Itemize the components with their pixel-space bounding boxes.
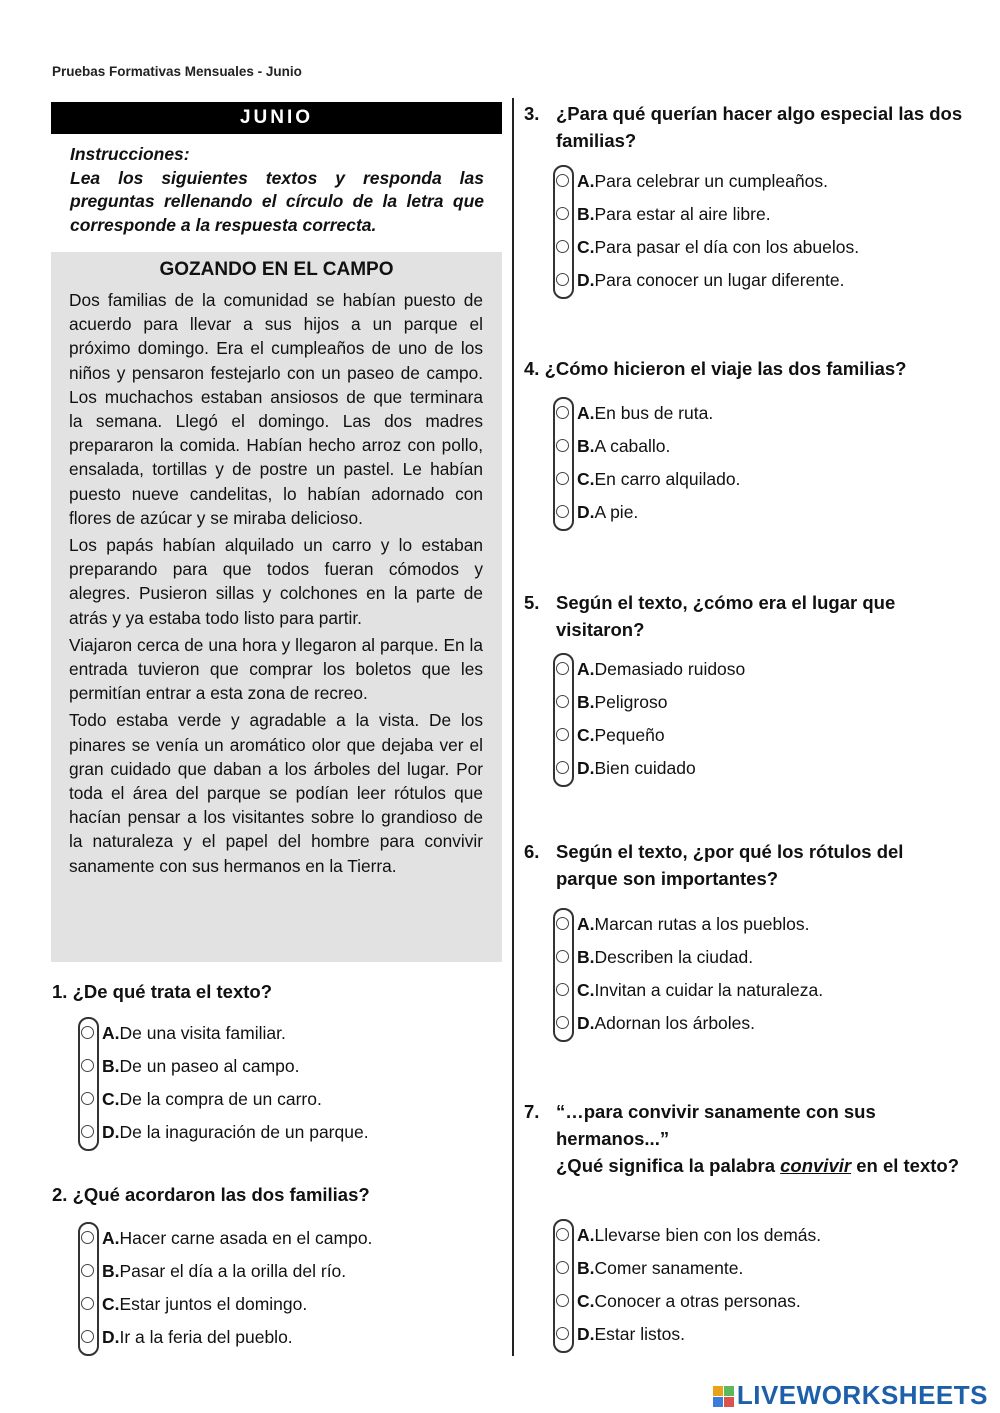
- radio-circle-icon[interactable]: [556, 472, 569, 485]
- question-text: 6. Según el texto, ¿por qué los rótulos del parque son importantes?: [524, 841, 904, 889]
- option-b[interactable]: B.Peligroso: [553, 686, 973, 719]
- question-3-options: [553, 165, 973, 297]
- radio-circle-icon[interactable]: [556, 695, 569, 708]
- radio-circle-icon[interactable]: [556, 728, 569, 741]
- question-2: [52, 1181, 502, 1208]
- option-c[interactable]: C.Para pasar el día con los abuelos.: [553, 231, 973, 264]
- question-7-options: [553, 1219, 973, 1351]
- keyword: convivir: [780, 1155, 852, 1176]
- option-c[interactable]: C.Conocer a otras personas.: [553, 1285, 973, 1318]
- option-c[interactable]: C.Pequeño: [553, 719, 973, 752]
- story-paragraph: Viajaron cerca de una hora y llegaron al parque. En la entrada tuvieron que comprar los boletos que les permitían entrar a esta zona de recreo.: [69, 634, 483, 704]
- option-c[interactable]: C.Estar juntos el domingo.: [78, 1288, 498, 1321]
- question-text: 5. Según el texto, ¿cómo era el lugar que visitaron?: [524, 592, 896, 640]
- question-7: [524, 1098, 974, 1179]
- radio-circle-icon[interactable]: [81, 1231, 94, 1244]
- radio-circle-icon[interactable]: [81, 1264, 94, 1277]
- question-1: [52, 978, 502, 1005]
- radio-circle-icon[interactable]: [556, 207, 569, 220]
- radio-circle-icon[interactable]: [556, 406, 569, 419]
- option-d[interactable]: D.Adornan los árboles.: [553, 1007, 973, 1040]
- radio-circle-icon[interactable]: [81, 1026, 94, 1039]
- question-text: 4. ¿Cómo hicieron el viaje las dos familias?: [524, 358, 907, 379]
- option-a[interactable]: A.Para celebrar un cumpleaños.: [553, 165, 973, 198]
- radio-circle-icon[interactable]: [81, 1092, 94, 1105]
- option-a[interactable]: A.Demasiado ruidoso: [553, 653, 973, 686]
- option-d[interactable]: D.Estar listos.: [553, 1318, 973, 1351]
- radio-circle-icon[interactable]: [556, 1294, 569, 1307]
- option-a[interactable]: A.Marcan rutas a los pueblos.: [553, 908, 973, 941]
- option-d[interactable]: D.Bien cuidado: [553, 752, 973, 785]
- radio-circle-icon[interactable]: [556, 950, 569, 963]
- question-6: [524, 838, 974, 892]
- radio-circle-icon[interactable]: [556, 761, 569, 774]
- radio-circle-icon[interactable]: [81, 1059, 94, 1072]
- option-a[interactable]: A.En bus de ruta.: [553, 397, 973, 430]
- option-b[interactable]: B.Comer sanamente.: [553, 1252, 973, 1285]
- question-5: [524, 589, 974, 643]
- question-text: 2. ¿Qué acordaron las dos familias?: [52, 1184, 370, 1205]
- column-divider: [512, 98, 514, 1356]
- option-b[interactable]: B.Describen la ciudad.: [553, 941, 973, 974]
- question-4-options: [553, 397, 973, 529]
- option-d[interactable]: D.De la inaguración de un parque.: [78, 1116, 498, 1149]
- question-1-options: [78, 1017, 498, 1149]
- story-paragraph: Los papás habían alquilado un carro y lo estaban preparando para que todos fueran cómodos y alegres. Pusieron sillas y colchones en la parte de atrás y ya estaba todo listo para partir.: [69, 535, 483, 628]
- option-b[interactable]: B.De un paseo al campo.: [78, 1050, 498, 1083]
- question-text: 1. ¿De qué trata el texto?: [52, 981, 273, 1002]
- option-b[interactable]: B.Para estar al aire libre.: [553, 198, 973, 231]
- radio-circle-icon[interactable]: [556, 917, 569, 930]
- radio-circle-icon[interactable]: [81, 1330, 94, 1343]
- option-c[interactable]: C.De la compra de un carro.: [78, 1083, 498, 1116]
- instructions-heading: Instrucciones:: [70, 144, 190, 164]
- logo-grid-icon: [713, 1386, 735, 1408]
- radio-circle-icon[interactable]: [81, 1297, 94, 1310]
- month-title-bar: JUNIO: [51, 102, 502, 134]
- question-text: 7. “…para convivir sanamente con sus hermanos...” ¿Qué significa la palabra convivir en el texto?: [524, 1101, 960, 1176]
- radio-circle-icon[interactable]: [556, 273, 569, 286]
- option-a[interactable]: A.De una visita familiar.: [78, 1017, 498, 1050]
- question-quote: “…para convivir sanamente con sus hermanos...”: [556, 1101, 876, 1149]
- radio-circle-icon[interactable]: [556, 240, 569, 253]
- option-a[interactable]: A.Hacer carne asada en el campo.: [78, 1222, 498, 1255]
- story-title: GOZANDO EN EL CAMPO: [159, 259, 394, 280]
- story-box: [51, 252, 502, 962]
- option-c[interactable]: C.Invitan a cuidar la naturaleza.: [553, 974, 973, 1007]
- radio-circle-icon[interactable]: [556, 662, 569, 675]
- radio-circle-icon[interactable]: [556, 505, 569, 518]
- radio-circle-icon[interactable]: [556, 1016, 569, 1029]
- option-d[interactable]: D.Ir a la feria del pueblo.: [78, 1321, 498, 1354]
- option-b[interactable]: B.Pasar el día a la orilla del río.: [78, 1255, 498, 1288]
- liveworksheets-logo: LIVEWORKSHEETS: [713, 1380, 988, 1411]
- question-3: [524, 100, 974, 154]
- radio-circle-icon[interactable]: [556, 1228, 569, 1241]
- page-header: Pruebas Formativas Mensuales - Junio: [52, 64, 302, 79]
- question-6-options: [553, 908, 973, 1040]
- radio-circle-icon[interactable]: [556, 174, 569, 187]
- story-paragraph: Todo estaba verde y agradable a la vista. De los pinares se venía un aromático olor que dejaba ver el gran cuidado que daban a los árboles del lugar. Por toda el área del parque se podían leer rótulos que hacían pensar a los visitantes sobre lo grandioso de la naturaleza y el papel del hombre para convivir sanamente con sus hermanos en la Tierra.: [69, 710, 483, 876]
- option-d[interactable]: D.Para conocer un lugar diferente.: [553, 264, 973, 297]
- question-4: [524, 355, 974, 382]
- option-d[interactable]: D.A pie.: [553, 496, 973, 529]
- option-a[interactable]: A.Llevarse bien con los demás.: [553, 1219, 973, 1252]
- question-5-options: [553, 653, 973, 785]
- radio-circle-icon[interactable]: [81, 1125, 94, 1138]
- option-c[interactable]: C.En carro alquilado.: [553, 463, 973, 496]
- question-text: 3. ¿Para qué querían hacer algo especial las dos familias?: [524, 103, 963, 151]
- radio-circle-icon[interactable]: [556, 439, 569, 452]
- radio-circle-icon[interactable]: [556, 983, 569, 996]
- story-body: [69, 288, 483, 881]
- instructions: [70, 143, 484, 237]
- option-b[interactable]: B.A caballo.: [553, 430, 973, 463]
- story-paragraph: Dos familias de la comunidad se habían puesto de acuerdo para llevar a sus hijos a un parque el próximo domingo. Era el cumpleaños de uno de los niños y pensaron festejarlo con un paseo de campo. Los muchachos estaban ansiosos de que terminara la semana. Llegó el domingo. Las dos madres prepararon la comida. Habían hecho arroz con pollo, ensalada, tortillas y de postre un pastel. Le habían puesto nueve candelitas, lo habían adornado con flores de azúcar y se miraba delicioso.: [69, 290, 483, 528]
- radio-circle-icon[interactable]: [556, 1261, 569, 1274]
- question-2-options: [78, 1222, 498, 1354]
- radio-circle-icon[interactable]: [556, 1327, 569, 1340]
- instructions-body: Lea los siguientes textos y responda las preguntas rellenando el círculo de la letra que corresponde a la respuesta correcta.: [70, 167, 484, 235]
